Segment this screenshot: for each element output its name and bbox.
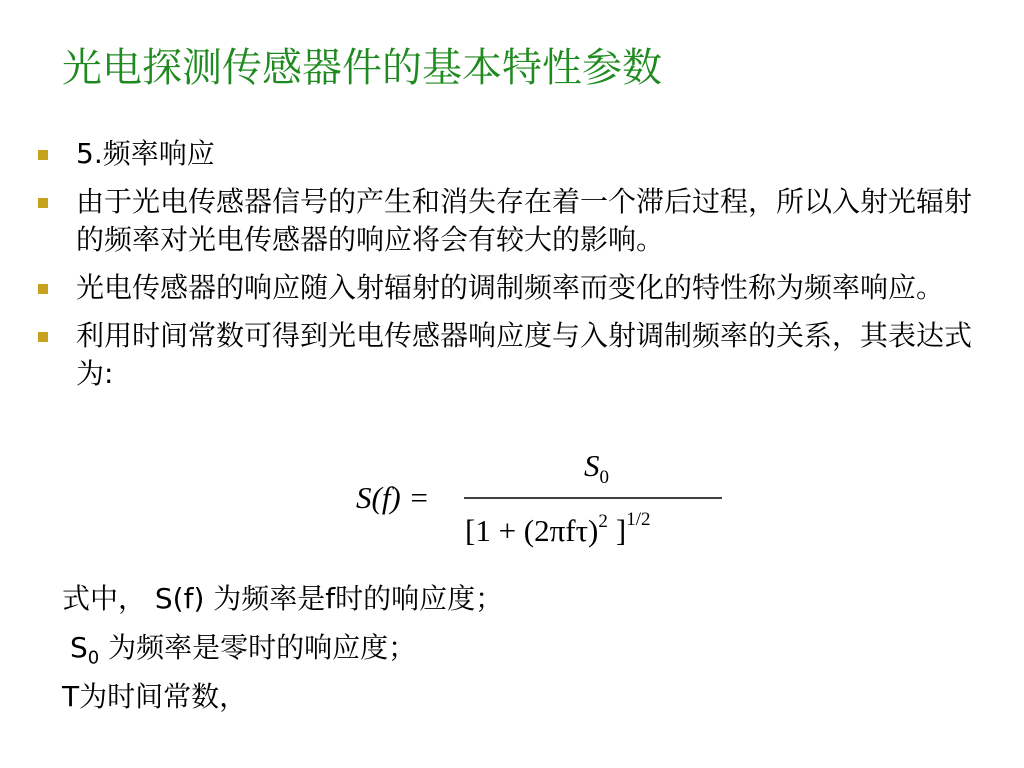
formula-lhs: S(f) = bbox=[356, 480, 430, 515]
note-symbol-t: T bbox=[62, 680, 80, 713]
note-line-t bbox=[62, 678, 503, 716]
formula-denominator-exponent: 2 bbox=[598, 511, 608, 532]
note-symbol-s: S bbox=[70, 631, 88, 664]
formula-denominator bbox=[465, 509, 651, 548]
bullet-text: 5.频率响应 bbox=[76, 137, 215, 170]
bullet-item bbox=[36, 269, 996, 307]
frequency-response-formula bbox=[352, 445, 732, 560]
bullet-square-icon bbox=[38, 150, 48, 160]
formula-numerator-symbol: S bbox=[584, 448, 600, 483]
formula-denominator-close: ] bbox=[615, 513, 627, 548]
note-line-sf bbox=[62, 580, 503, 618]
bullet-item bbox=[36, 135, 996, 173]
note-symbol-sf: S(f) bbox=[154, 582, 205, 615]
note-line-s0 bbox=[62, 629, 503, 667]
slide-title: 光电探测传感器件的基本特性参数 bbox=[62, 45, 662, 91]
bullet-square-icon bbox=[38, 284, 48, 294]
note-symbol-subscript: 0 bbox=[87, 647, 100, 669]
bullet-item bbox=[36, 183, 996, 259]
note-description: 为频率是f时的响应度； bbox=[204, 582, 504, 615]
bullet-text: 光电传感器的响应随入射辐射的调制频率而变化的特性称为频率响应。 bbox=[76, 271, 945, 304]
formula-notes bbox=[62, 580, 503, 727]
bullet-text: 利用时间常数可得到光电传感器响应度与入射调制频率的关系，其表达式为: bbox=[76, 319, 973, 390]
note-prefix: 式中， bbox=[62, 582, 155, 615]
bullet-item bbox=[36, 317, 996, 393]
bullet-square-icon bbox=[38, 332, 48, 342]
bullet-square-icon bbox=[38, 198, 48, 208]
note-description: 为频率是零时的响应度； bbox=[99, 631, 417, 664]
bullet-list bbox=[36, 135, 996, 403]
formula-outer-exponent: 1/2 bbox=[626, 509, 651, 530]
note-description: 为时间常数， bbox=[79, 680, 248, 713]
formula-numerator-subscript: 0 bbox=[599, 467, 609, 488]
formula-numerator bbox=[584, 448, 609, 488]
formula-denominator-body: [1 + (2πfτ) bbox=[465, 513, 599, 548]
bullet-text: 由于光电传感器信号的产生和消失存在着一个滞后过程，所以入射光辐射的频率对光电传感器的响应将会有较大的影响。 bbox=[76, 185, 973, 256]
